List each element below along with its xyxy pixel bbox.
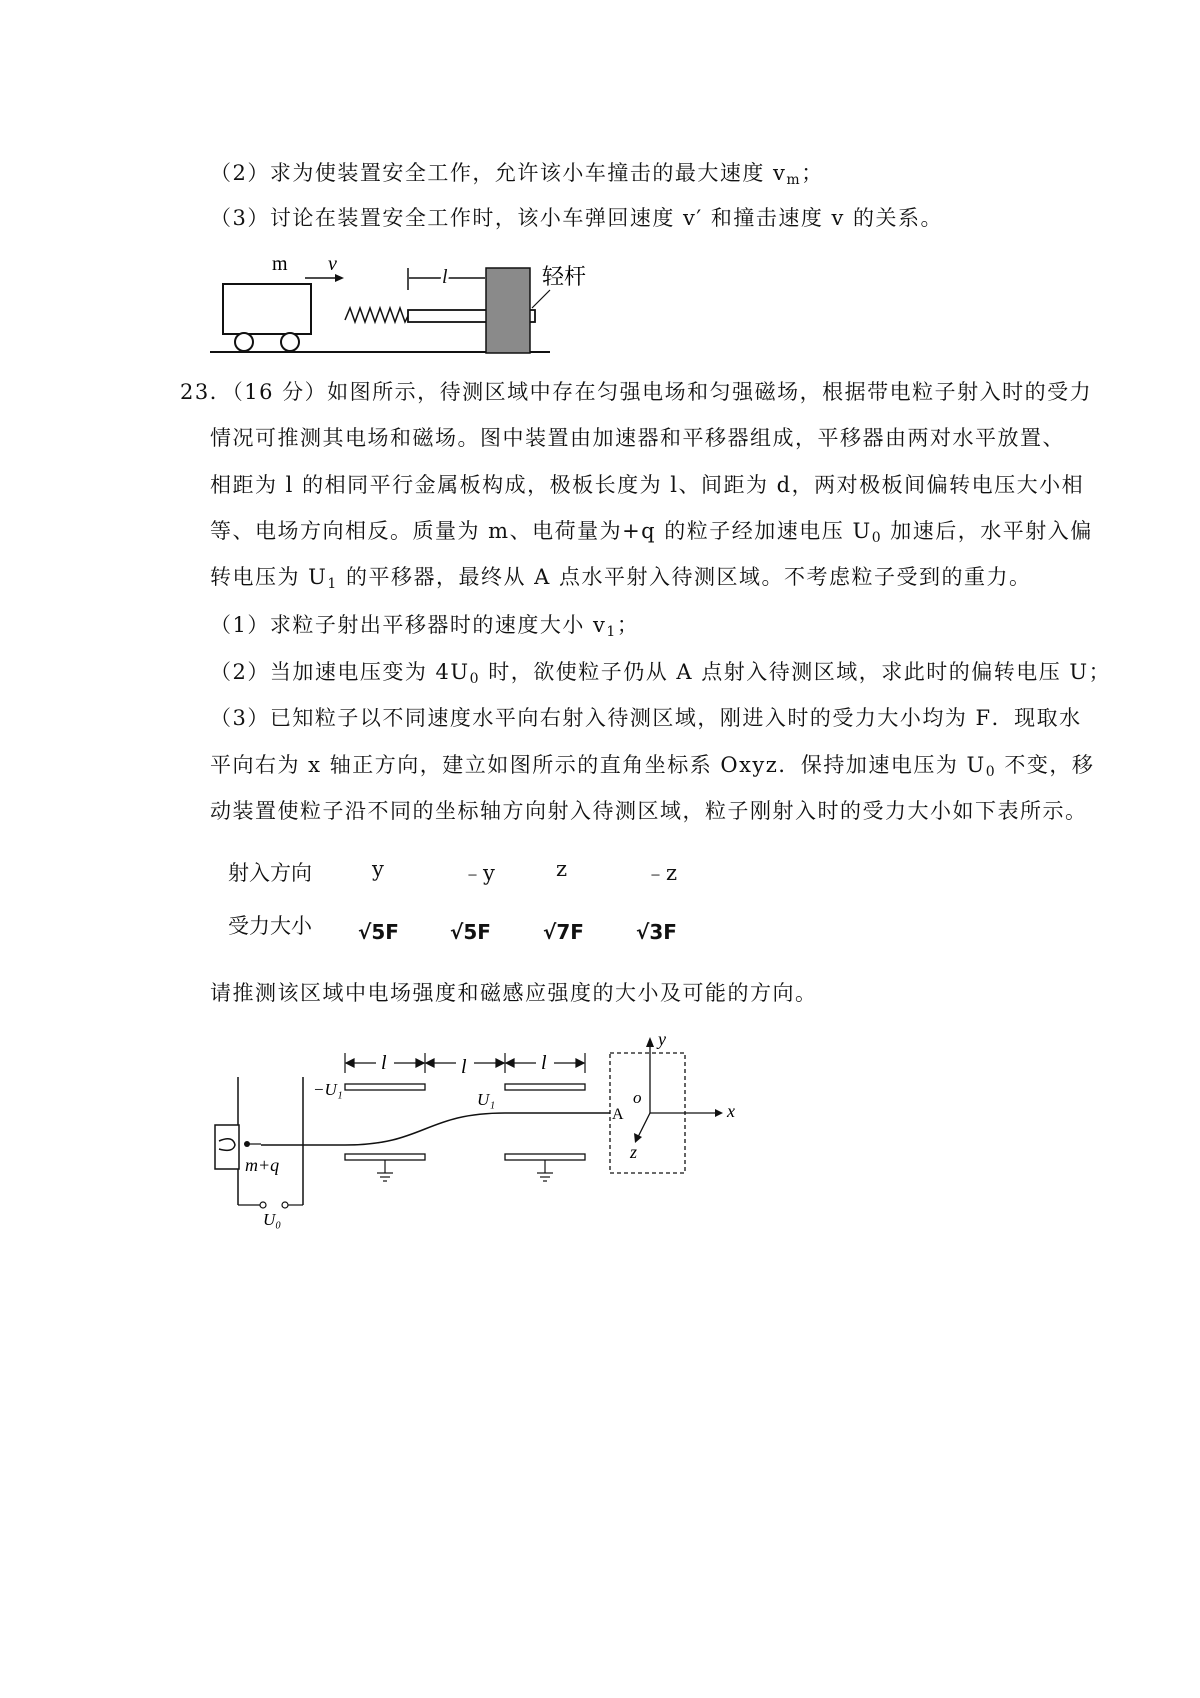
length-label: l	[442, 266, 448, 288]
particle-source	[215, 1125, 239, 1169]
q23-line5-text: 转电压为 U	[210, 565, 328, 589]
x-axis-arrow	[715, 1109, 723, 1117]
q23-line1: 23．（16 分）如图所示，待测区域中存在匀强电场和匀强磁场，根据带电粒子射入时的受力	[180, 380, 1093, 404]
plate-1-top	[345, 1084, 425, 1090]
mass-label: m	[272, 253, 288, 275]
q23-sub2-tail: 时，欲使粒子仍从 A 点射入待测区域，求此时的偏转电压 U；	[480, 660, 1112, 684]
table-cell-dir: y	[372, 857, 384, 881]
origin-label: o	[633, 1088, 642, 1107]
q22-part2-text: （2）求为使装置安全工作，允许该小车撞击的最大速度 v	[210, 161, 787, 185]
accelerator-deflector-figure	[205, 1025, 745, 1230]
q23-line4-tail: 加速后，水平射入偏	[882, 519, 1093, 543]
rod-label: 轻杆	[542, 265, 587, 290]
point-a-label: A	[612, 1106, 624, 1123]
x-axis-label: x	[727, 1101, 735, 1121]
q23-sub3-line2	[210, 750, 1094, 787]
u1-label: U₁	[477, 1090, 496, 1109]
rod-pointer	[532, 290, 550, 308]
neg-u1-label: −U₁	[313, 1080, 343, 1099]
z-axis-label: z	[630, 1142, 638, 1162]
velocity-arrowhead	[335, 274, 344, 282]
table-header-force: 受力大小	[228, 914, 312, 938]
q23-line4-sub: 0	[871, 530, 883, 546]
cart-wheel-right	[281, 333, 299, 351]
q23-line4	[210, 516, 1093, 553]
q22-part2-sub: m	[786, 172, 802, 188]
particle-trajectory	[261, 1113, 610, 1145]
terminal-left	[260, 1202, 266, 1208]
velocity-label: v	[328, 253, 337, 275]
table-cell-force: √3F	[636, 920, 677, 944]
q23-sub2-sub: 0	[469, 671, 481, 687]
cart-wheel-left	[235, 333, 253, 351]
q23-sub1-text: （1）求粒子射出平移器时的速度大小 v	[210, 613, 607, 637]
table-cell-dir: ﹣z	[645, 861, 678, 885]
q23-sub1-tail: ；	[616, 613, 640, 637]
u0-label: U₀	[263, 1210, 282, 1229]
q23-sub3-line2-sub: 0	[985, 764, 997, 780]
q23-line5-tail: 的平移器，最终从 A 点水平射入待测区域。不考虑粒子受到的重力。	[337, 565, 1032, 589]
plate-2-bottom	[505, 1154, 585, 1160]
particle-label: m+q	[245, 1155, 280, 1175]
q23-sub2-text: （2）当加速电压变为 4U	[210, 660, 470, 684]
q23-line2: 情况可推测其电场和磁场。图中装置由加速器和平移器组成，平移器由两对水平放置、	[210, 426, 1065, 450]
q23-sub1-sub: 1	[606, 624, 617, 640]
length-label-1: l	[381, 1052, 387, 1074]
table-header-direction: 射入方向	[228, 861, 312, 885]
q22-part2-tail: ；	[801, 161, 824, 185]
q23-line5-sub: 1	[327, 576, 338, 592]
q23-question: 请推测该区域中电场强度和磁感应强度的大小及可能的方向。	[210, 981, 818, 1005]
fixed-block	[486, 268, 530, 353]
table-cell-force: √5F	[450, 920, 491, 944]
table-cell-force: √7F	[543, 920, 584, 944]
q23-sub3-line1: （3）已知粒子以不同速度水平向右射入待测区域，刚进入时的受力大小均为 F．现取水	[210, 706, 1082, 730]
terminal-right	[282, 1202, 288, 1208]
table-cell-dir: z	[556, 857, 568, 881]
length-label-3: l	[541, 1052, 547, 1074]
q22-part2	[210, 158, 824, 195]
plate-2-top	[505, 1084, 585, 1090]
q23-line4-text: 等、电场方向相反。质量为 m、电荷量为+q 的粒子经加速电压 U	[210, 519, 872, 543]
q23-sub2	[210, 657, 1111, 694]
z-axis	[638, 1113, 650, 1137]
q23-sub3-line3: 动装置使粒子沿不同的坐标轴方向射入待测区域，粒子刚射入时的受力大小如下表所示。	[210, 799, 1088, 823]
table-cell-force: √5F	[358, 920, 399, 944]
plate-1-bottom	[345, 1154, 425, 1160]
q22-part3: （3）讨论在装置安全工作时，该小车弹回速度 v′ 和撞击速度 v 的关系。	[210, 206, 944, 230]
q23-sub3-line2-tail: 不变，移	[996, 753, 1095, 777]
length-label-2: l	[461, 1056, 467, 1078]
y-axis-label: y	[658, 1029, 666, 1049]
q23-line5	[210, 562, 1032, 599]
spring	[345, 308, 410, 322]
table-cell-dir: ﹣y	[462, 861, 495, 885]
cart-spring-figure	[210, 250, 587, 360]
q23-sub3-line2-text: 平向右为 x 轴正方向，建立如图所示的直角坐标系 Oxyz．保持加速电压为 U	[210, 753, 986, 777]
q23-sub1	[210, 610, 639, 647]
y-axis-arrow	[646, 1037, 654, 1047]
cart-body	[223, 284, 311, 334]
q23-line3: 相距为 l 的相同平行金属板构成，极板长度为 l、间距为 d，两对极板间偏转电压大小相	[210, 473, 1085, 497]
